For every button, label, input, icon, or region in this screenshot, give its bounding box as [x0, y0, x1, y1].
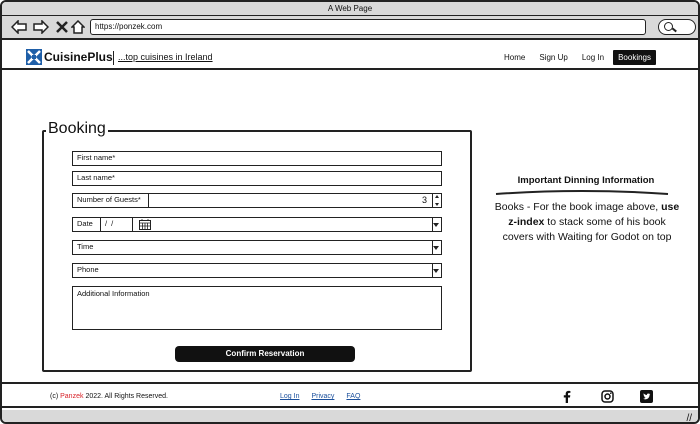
- back-arrow-icon[interactable]: [10, 18, 28, 36]
- logo[interactable]: [26, 49, 113, 65]
- guests-value: 3: [421, 195, 427, 205]
- facebook-icon[interactable]: [560, 390, 573, 403]
- info-title: Important Dinning Information: [517, 175, 655, 186]
- nav-home[interactable]: Home: [504, 53, 526, 62]
- site-header: [2, 42, 698, 70]
- chevron-down-icon: [433, 246, 439, 250]
- main-nav: [495, 50, 656, 65]
- instagram-icon[interactable]: [601, 390, 614, 403]
- guests-label: Number of Guests*: [73, 194, 149, 207]
- nav-log-in[interactable]: Log In: [581, 53, 605, 62]
- date-label: Date: [73, 218, 101, 231]
- resize-grip-icon[interactable]: //: [686, 413, 692, 424]
- tagline: ...top cuisines in Ireland: [113, 51, 213, 65]
- copyright-brand: Panzek: [60, 393, 84, 400]
- search-icon: [664, 22, 673, 31]
- copyright-symbol: (c): [50, 393, 59, 400]
- address-bar[interactable]: https://ponzek.com: [90, 19, 646, 35]
- calendar-icon[interactable]: [139, 219, 151, 230]
- time-select[interactable]: [72, 240, 442, 255]
- window-title: A Web Page: [2, 2, 698, 16]
- guests-field[interactable]: [72, 193, 442, 208]
- chevron-down-icon: [433, 269, 439, 273]
- time-dropdown-button[interactable]: [432, 241, 441, 254]
- info-body-text: Books - For the book image above,: [494, 201, 662, 213]
- home-icon[interactable]: [69, 18, 87, 36]
- info-divider: [494, 188, 670, 198]
- copyright-text: 2022. All Rights Reserved.: [85, 393, 168, 400]
- brand-name: CuisinePlus: [44, 50, 113, 64]
- copyright: [50, 393, 168, 400]
- info-body-bold: use z-index: [508, 201, 680, 228]
- date-dropdown-button[interactable]: [432, 218, 441, 231]
- phone-select[interactable]: [72, 263, 442, 278]
- additional-info-textarea[interactable]: Additional Information: [72, 286, 442, 330]
- last-name-field[interactable]: Last name*: [72, 171, 442, 186]
- twitter-icon[interactable]: [640, 390, 653, 403]
- booking-title: Booking: [48, 120, 106, 137]
- footer-link-privacy[interactable]: Privacy: [311, 393, 335, 400]
- info-body: [492, 200, 682, 245]
- confirm-reservation-button[interactable]: Confirm Reservation: [175, 346, 355, 362]
- info-body-text-end: to stack some of his book covers with Waiting for Godot on top: [502, 216, 672, 243]
- date-value: / /: [101, 218, 133, 231]
- search-button[interactable]: [658, 19, 696, 35]
- phone-dropdown-button[interactable]: [432, 264, 441, 277]
- time-placeholder: Time: [77, 242, 94, 251]
- nav-bookings[interactable]: Bookings: [613, 50, 656, 65]
- footer-link-faq[interactable]: FAQ: [346, 393, 361, 400]
- guests-stepper[interactable]: [432, 194, 441, 207]
- browser-status-bar: [2, 410, 698, 424]
- chevron-down-icon: [433, 223, 439, 227]
- footer-links: [280, 393, 360, 400]
- logo-mark-icon: [26, 49, 42, 65]
- browser-toolbar: [2, 16, 698, 40]
- date-field[interactable]: [72, 217, 442, 232]
- phone-placeholder: Phone: [77, 265, 99, 274]
- footer-link-log-in[interactable]: Log In: [280, 393, 300, 400]
- forward-arrow-icon[interactable]: [32, 18, 50, 36]
- site-footer: [2, 382, 698, 408]
- first-name-field[interactable]: First name*: [72, 151, 442, 166]
- nav-sign-up[interactable]: Sign Up: [539, 53, 568, 62]
